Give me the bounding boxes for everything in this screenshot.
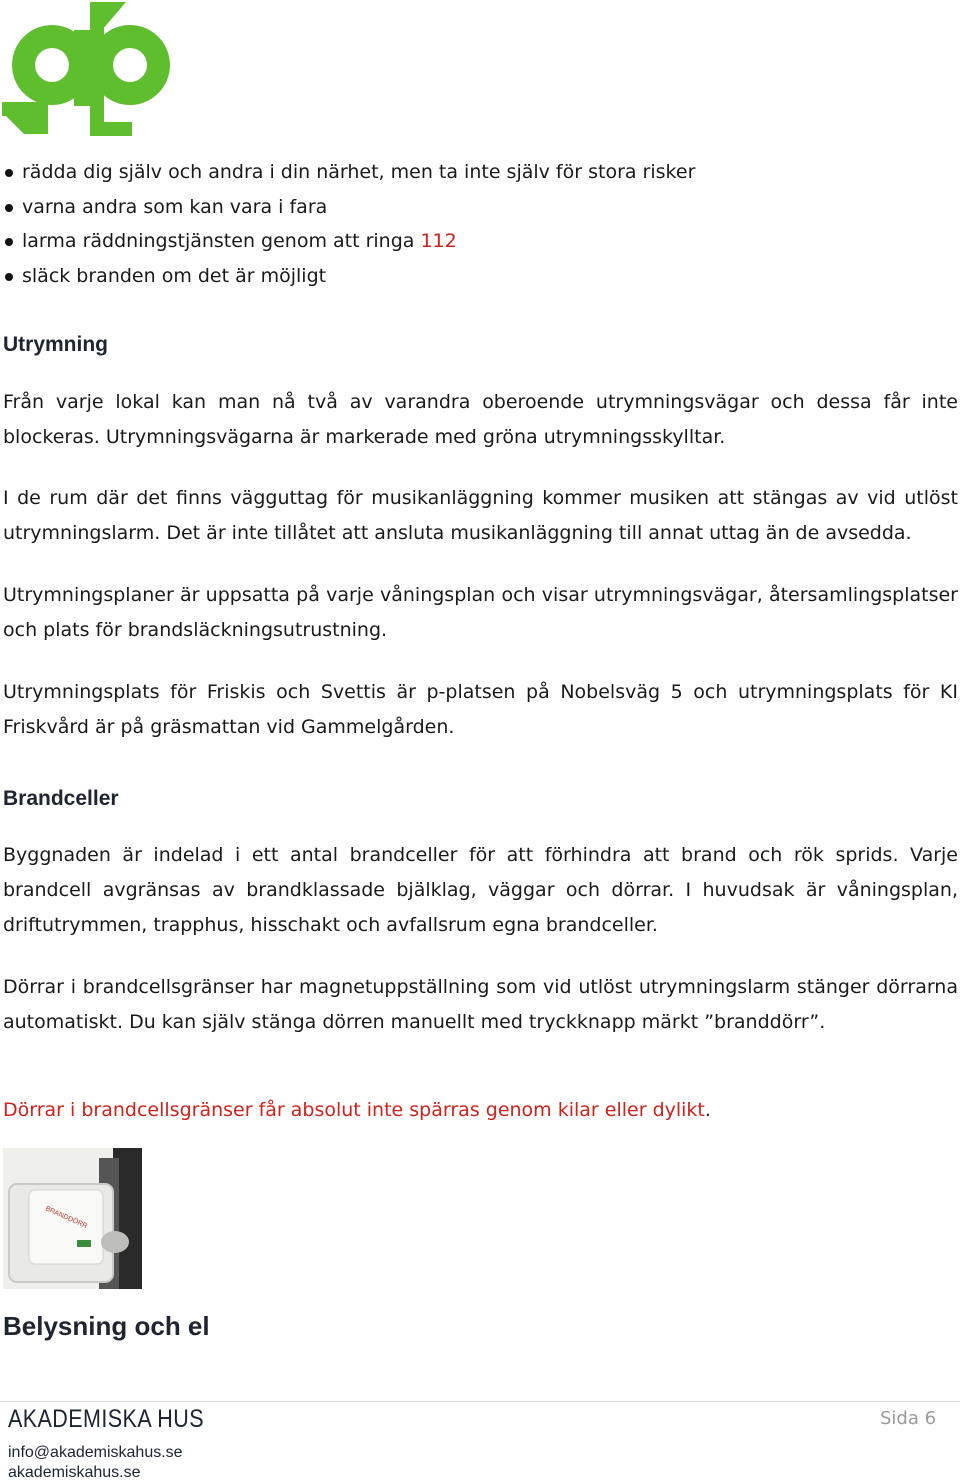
section-heading-utrymning: Utrymning bbox=[3, 333, 108, 356]
section-heading-brandceller: Brandceller bbox=[3, 787, 119, 810]
section-heading-belysning: Belysning och el bbox=[3, 1311, 210, 1341]
paragraph: I de rum där det finns vägguttag för musikanläggning kommer musiken att stängas av vid utlöst utrymningslarm. Det är inte tillåtet att ansluta musikanläggning till annat uttag än de avsedda. bbox=[3, 487, 958, 544]
page-number: Sida 6 bbox=[880, 1408, 937, 1429]
list-item: släck branden om det är möjligt bbox=[0, 259, 695, 294]
photo-button-label: BRANDDÖRR bbox=[44, 1205, 89, 1231]
list-item-text: larma räddningstjänsten genom att ringa bbox=[22, 230, 421, 253]
safety-bullet-list bbox=[0, 155, 695, 294]
emergency-number: 112 bbox=[420, 230, 457, 253]
paragraph: Utrymningsplats för Friskis och Svettis är p-platsen på Nobelsväg 5 och utrymningsplats för KI Friskvård är på gräsmattan vid Gammelgården. bbox=[3, 681, 958, 738]
warning-paragraph bbox=[3, 1093, 958, 1128]
door-button-illustration bbox=[3, 1148, 142, 1289]
paragraph: Dörrar i brandcellsgränser har magnetuppställning som vid utlöst utrymningslarm stänger dörrarna automatiskt. Du kan själv stänga dörren manuellt med tryckknapp märkt ”branddörr”. bbox=[3, 976, 958, 1033]
footer-website[interactable]: akademiskahus.se bbox=[8, 1464, 141, 1481]
footer-email[interactable]: info@akademiskahus.se bbox=[8, 1444, 183, 1461]
paragraph: Utrymningsplaner är uppsatta på varje våningsplan och visar utrymningsvägar, återsamlingsplatser och plats för brandsläckningsutrustning. bbox=[3, 584, 958, 641]
warning-period: . bbox=[704, 1099, 711, 1121]
list-item: varna andra som kan vara i fara bbox=[0, 190, 695, 225]
akademiska-hus-logo bbox=[2, 2, 174, 136]
paragraph: Från varje lokal kan man nå två av varandra oberoende utrymningsvägar och dessa får inte blockeras. Utrymningsvägarna är markerade med gröna utrymningsskylltar. bbox=[3, 391, 958, 448]
footer-divider bbox=[0, 1401, 960, 1402]
door-button-photo bbox=[3, 1148, 142, 1289]
paragraph: Byggnaden är indelad i ett antal brandceller för att förhindra att brand och rök sprids. Varje brandcell avgränsas av brandklassade bjälklag, väggar och dörrar. I huvudsak är våningsplan, driftutrymmen, trapphus, hisschakt och avfallsrum egna brandceller. bbox=[3, 844, 958, 936]
list-item: rädda dig själv och andra i din närhet, men ta inte själv för stora risker bbox=[0, 155, 695, 190]
warning-text: Dörrar i brandcellsgränser får absolut inte spärras genom kilar eller dylikt bbox=[3, 1099, 705, 1121]
footer-brand: AKADEMISKA HUS bbox=[8, 1405, 204, 1433]
list-item bbox=[0, 224, 695, 259]
